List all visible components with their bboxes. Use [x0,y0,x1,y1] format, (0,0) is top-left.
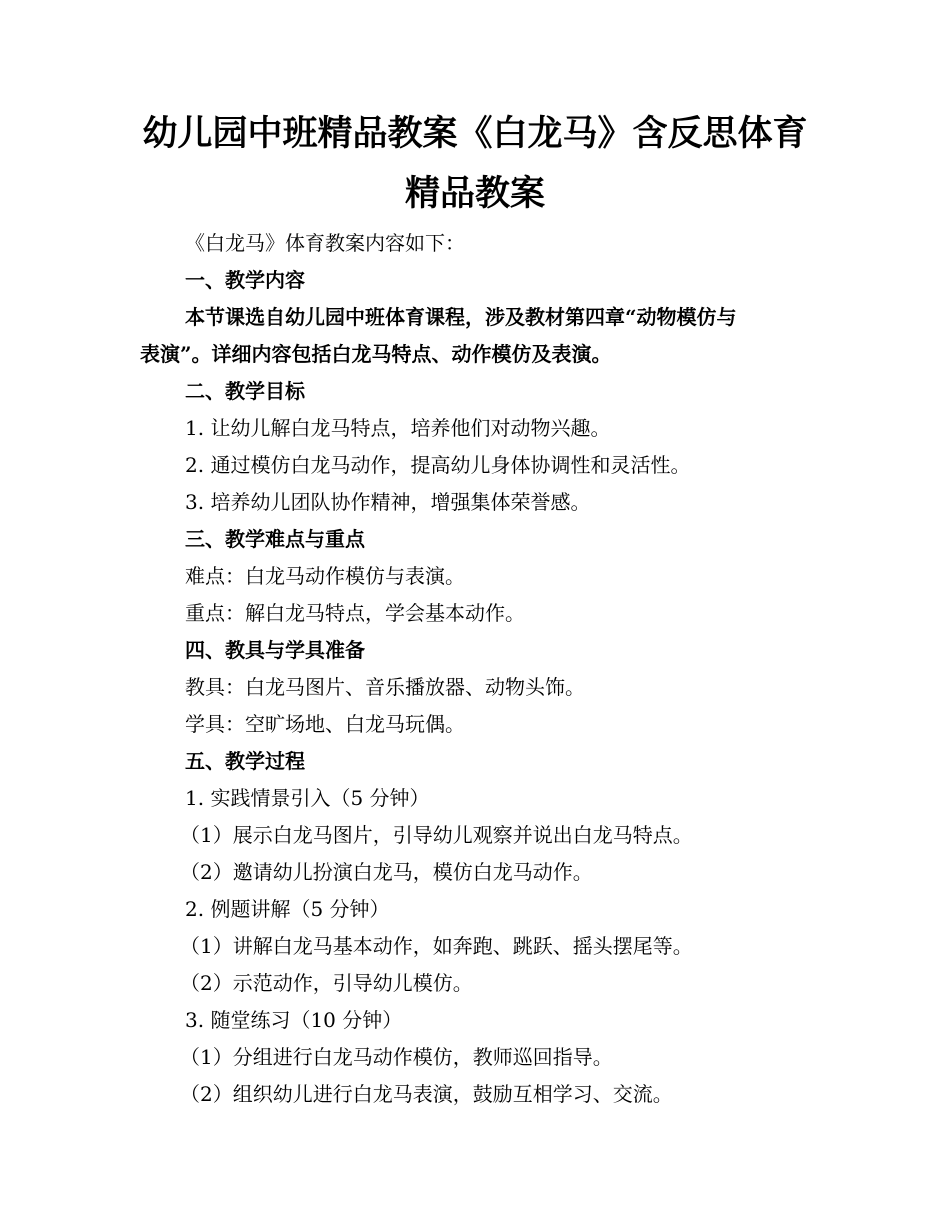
section-heading-process: 五、教学过程 [185,749,305,773]
process-substep: （2）组织幼儿进行白龙马表演，鼓励互相学习、交流。 [180,1082,673,1106]
section-heading-objectives: 二、教学目标 [185,379,305,403]
process-substep: （2）邀请幼儿扮演白龙马，模仿白龙马动作。 [180,860,593,884]
content-paragraph-line-2: 表演”。详细内容包括白龙马特点、动作模仿及表演。 [140,342,612,366]
process-substep: （1）讲解白龙马基本动作，如奔跑、跳跃、摇头摆尾等。 [180,934,693,958]
document-title-line-2: 精品教案 [404,173,545,214]
objective-item: 3. 培养幼儿团队协作精神，增强集体荣誉感。 [185,490,591,514]
process-substep: （1）展示白龙马图片，引导幼儿观察并说出白龙马特点。 [180,823,693,847]
process-substep: （2）示范动作，引导幼儿模仿。 [180,971,473,995]
objective-item: 2. 通过模仿白龙马动作，提高幼儿身体协调性和灵活性。 [185,453,691,477]
difficulty-item: 难点：白龙马动作模仿与表演。 [185,564,465,588]
content-paragraph-line-1: 本节课选自幼儿园中班体育课程，涉及教材第四章“动物模仿与 [185,305,737,329]
section-heading-content: 一、教学内容 [185,268,305,292]
process-substep: （1）分组进行白龙马动作模仿，教师巡回指导。 [180,1045,613,1069]
teaching-aids-item: 教具：白龙马图片、音乐播放器、动物头饰。 [185,675,585,699]
process-step: 1. 实践情景引入（5 分钟） [185,786,430,810]
process-step: 3. 随堂练习（10 分钟） [185,1008,403,1032]
objective-item: 1. 让幼儿解白龙马特点，培养他们对动物兴趣。 [185,416,611,440]
process-step: 2. 例题讲解（5 分钟） [185,897,390,921]
section-heading-difficulties: 三、教学难点与重点 [185,527,365,551]
document-title-line-1: 幼儿园中班精品教案《白龙马》含反思体育 [142,113,808,154]
key-point-item: 重点：解白龙马特点，学会基本动作。 [185,601,525,625]
learning-aids-item: 学具：空旷场地、白龙马玩偶。 [185,712,465,736]
section-heading-materials: 四、教具与学具准备 [185,638,365,662]
intro-text: 《白龙马》体育教案内容如下： [185,231,465,255]
